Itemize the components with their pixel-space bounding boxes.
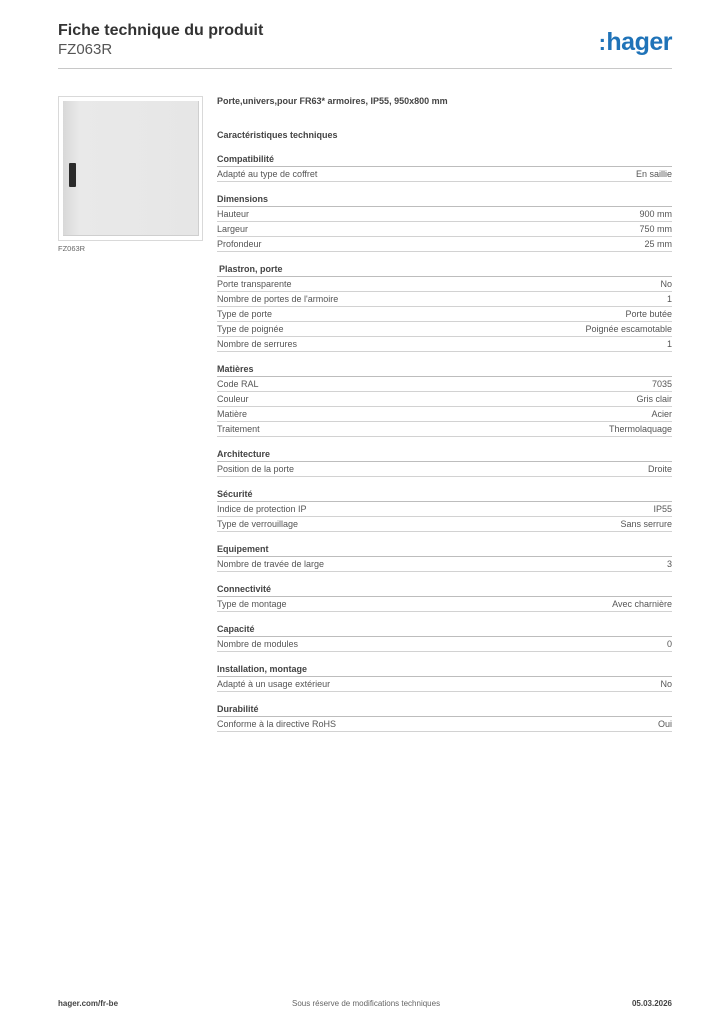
section-title: Sécurité bbox=[217, 488, 672, 502]
spec-row bbox=[217, 337, 672, 352]
spec-value: 1 bbox=[666, 294, 672, 304]
spec-value: 1 bbox=[666, 339, 672, 349]
spec-section bbox=[217, 448, 672, 477]
section-title: Architecture bbox=[217, 448, 672, 462]
spec-label: Matière bbox=[217, 409, 248, 419]
section-title: Dimensions bbox=[217, 193, 672, 207]
spec-row bbox=[217, 167, 672, 182]
spec-label: Type de poignée bbox=[217, 324, 284, 334]
spec-section bbox=[217, 703, 672, 732]
spec-label: Profondeur bbox=[217, 239, 262, 249]
section-title: Installation, montage bbox=[217, 663, 672, 677]
footer-website: hager.com/fr-be bbox=[58, 999, 119, 1008]
spec-row bbox=[217, 307, 672, 322]
spec-value: Poignée escamotable bbox=[585, 324, 672, 334]
spec-label: Position de la porte bbox=[217, 464, 295, 474]
spec-content bbox=[217, 96, 672, 743]
spec-label: Code RAL bbox=[217, 379, 259, 389]
section-title: Compatibilité bbox=[217, 153, 672, 167]
spec-row bbox=[217, 557, 672, 572]
spec-label: Couleur bbox=[217, 394, 249, 404]
image-caption: FZ063R bbox=[58, 244, 86, 253]
spec-label: Nombre de portes de l'armoire bbox=[217, 294, 339, 304]
spec-value: Acier bbox=[651, 409, 672, 419]
spec-row bbox=[217, 392, 672, 407]
spec-row bbox=[217, 322, 672, 337]
spec-section bbox=[217, 263, 672, 352]
spec-label: Porte transparente bbox=[217, 279, 292, 289]
spec-section bbox=[217, 663, 672, 692]
spec-section bbox=[217, 488, 672, 532]
spec-value: 3 bbox=[666, 559, 672, 569]
spec-row bbox=[217, 292, 672, 307]
spec-label: Conforme à la directive RoHS bbox=[217, 719, 337, 729]
section-title: Connectivité bbox=[217, 583, 672, 597]
spec-label: Largeur bbox=[217, 224, 249, 234]
spec-row bbox=[217, 517, 672, 532]
spec-label: Indice de protection IP bbox=[217, 504, 307, 514]
spec-label: Type de montage bbox=[217, 599, 287, 609]
spec-row bbox=[217, 377, 672, 392]
footer-disclaimer: Sous réserve de modifications techniques bbox=[292, 999, 441, 1008]
spec-value: Porte butée bbox=[625, 309, 672, 319]
spec-row bbox=[217, 462, 672, 477]
spec-value: En saillie bbox=[635, 169, 672, 179]
spec-row bbox=[217, 677, 672, 692]
spec-label: Adapté au type de coffret bbox=[217, 169, 318, 179]
spec-row bbox=[217, 717, 672, 732]
spec-value: Droite bbox=[647, 464, 672, 474]
spec-section bbox=[217, 153, 672, 182]
spec-row bbox=[217, 237, 672, 252]
spec-row bbox=[217, 422, 672, 437]
spec-value: 0 bbox=[666, 639, 672, 649]
spec-value: 750 mm bbox=[639, 224, 672, 234]
spec-label: Nombre de serrures bbox=[217, 339, 298, 349]
logo-text: hager bbox=[606, 28, 672, 56]
spec-label: Traitement bbox=[217, 424, 260, 434]
spec-value: 25 mm bbox=[644, 239, 672, 249]
section-title: Capacité bbox=[217, 623, 672, 637]
spec-value: 900 mm bbox=[639, 209, 672, 219]
header-divider bbox=[58, 68, 672, 69]
spec-value: Sans serrure bbox=[620, 519, 672, 529]
spec-value: IP55 bbox=[653, 504, 672, 514]
spec-row bbox=[217, 502, 672, 517]
spec-label: Hauteur bbox=[217, 209, 250, 219]
section-title: Matières bbox=[217, 363, 672, 377]
tech-heading: Caractéristiques techniques bbox=[217, 130, 338, 140]
spec-value: No bbox=[660, 679, 672, 689]
spec-label: Nombre de modules bbox=[217, 639, 299, 649]
spec-section bbox=[217, 363, 672, 437]
spec-section bbox=[217, 193, 672, 252]
spec-label: Nombre de travée de large bbox=[217, 559, 325, 569]
spec-section bbox=[217, 543, 672, 572]
door-handle bbox=[69, 163, 76, 187]
logo-dots: : bbox=[598, 30, 606, 55]
spec-row bbox=[217, 407, 672, 422]
spec-label: Adapté à un usage extérieur bbox=[217, 679, 331, 689]
hager-logo bbox=[599, 28, 672, 57]
footer-date: 05.03.2026 bbox=[631, 999, 672, 1008]
section-title: Equipement bbox=[217, 543, 672, 557]
spec-value: No bbox=[660, 279, 672, 289]
spec-row bbox=[217, 207, 672, 222]
product-description: Porte,univers,pour FR63* armoires, IP55, 950x800 mm bbox=[217, 96, 448, 106]
section-title: Durabilité bbox=[217, 703, 672, 717]
spec-row bbox=[217, 637, 672, 652]
spec-value: Gris clair bbox=[636, 394, 672, 404]
spec-row bbox=[217, 222, 672, 237]
spec-value: 7035 bbox=[651, 379, 672, 389]
spec-value: Avec charnière bbox=[612, 599, 672, 609]
spec-sections bbox=[217, 153, 672, 732]
spec-label: Type de verrouillage bbox=[217, 519, 299, 529]
cabinet-door-image bbox=[63, 101, 199, 236]
spec-value: Oui bbox=[657, 719, 672, 729]
spec-section bbox=[217, 583, 672, 612]
section-title: Plastron, porte bbox=[217, 263, 672, 277]
spec-row bbox=[217, 597, 672, 612]
spec-row bbox=[217, 277, 672, 292]
spec-value: Thermolaquage bbox=[608, 424, 672, 434]
page-title: Fiche technique du produit bbox=[58, 22, 264, 39]
spec-section bbox=[217, 623, 672, 652]
spec-label: Type de porte bbox=[217, 309, 273, 319]
product-code: FZ063R bbox=[58, 41, 113, 58]
product-image bbox=[58, 96, 203, 241]
